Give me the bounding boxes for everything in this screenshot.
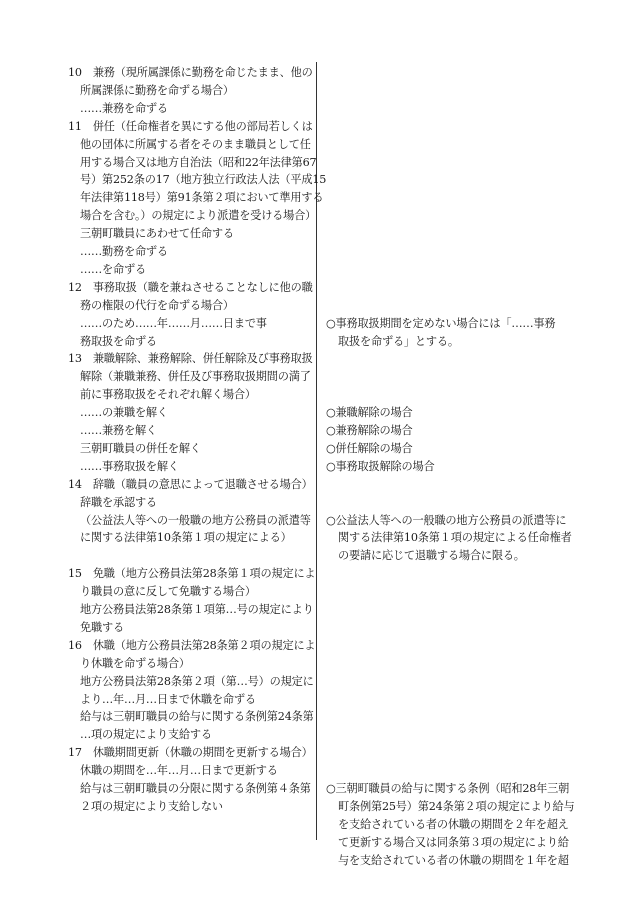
left-text-line: 10 兼務（現所属課係に勤務を命じたまま、他の (68, 66, 313, 79)
left-text-line: 給与は三朝町職員の給与に関する条例第24条第 (80, 710, 314, 724)
right-note-line: ○兼務解除の場合 (326, 424, 413, 437)
right-note-line: の要請に応じて退職する場合に限る。 (338, 549, 525, 563)
left-text-line: 場合を含む。）の規定により派遣を受ける場合） (80, 209, 317, 223)
left-text-line: ……のため……年……月……日まで事 (80, 316, 267, 330)
left-text-line: 13 兼職解除、兼務解除、併任解除及び事務取扱 (68, 352, 313, 366)
left-text-line: ……兼務を解く (80, 424, 157, 437)
left-text-line: 地方公務員法第28条第１項第…号の規定により (80, 603, 314, 616)
left-text-line: 14 辞職（職員の意思によって退職させる場合） (68, 477, 313, 491)
left-text-line: 他の団体に所属する者をそのまま職員として任 (80, 137, 311, 151)
left-text-line: 17 休職期間更新（休職の期間を更新する場合） (68, 746, 313, 760)
left-text-line: （公益法人等への一般職の地方公務員の派遣等 (80, 513, 311, 527)
right-note-line: を支給されている者の休職の期間を２年を超え (338, 817, 569, 831)
right-note-line: て更新する場合又は同条第３項の規定により給 (338, 835, 569, 849)
left-text-line: 給与は三朝町職員の分限に関する条例第４条第 (80, 782, 311, 795)
left-text-line: より…年…月…日まで休職を命ずる (80, 692, 256, 706)
right-note-line: ○兼職解除の場合 (326, 406, 413, 420)
left-text-line: …項の規定により支給する (80, 728, 212, 742)
left-text-line: 前に事務取扱をそれぞれ解く場合） (80, 388, 256, 402)
left-text-line: ……勤務を命ずる (80, 245, 168, 258)
right-note-line: 関する法律第10条第１項の規定による任命権者 (338, 531, 572, 545)
left-text-line: ……事務取扱を解く (80, 459, 179, 473)
right-note-line: ○事務取扱解除の場合 (326, 459, 435, 473)
left-text-line: 地方公務員法第28条第２項（第…号）の規定に (80, 674, 314, 688)
left-text-line: ……の兼職を解く (80, 406, 168, 420)
left-text-line: 辞職を承認する (80, 495, 157, 509)
left-text-line: 年法律第118号）第91条第２項において準用する (80, 191, 324, 205)
left-text-line: に関する法律第10条第１項の規定による） (80, 531, 292, 545)
right-note-line: 町条例第25号）第24条第２項の規定により給与 (338, 799, 575, 813)
right-note-line: ○併任解除の場合 (326, 441, 413, 455)
left-text-line: 11 併任（任命権者を異にする他の部局若しくは (68, 119, 313, 133)
left-text-line: 三朝町職員にあわせて任命する (80, 227, 234, 241)
left-text-line: 免職する (80, 620, 124, 634)
left-text-line: 解除（兼職兼務、併任及び事務取扱期間の満了 (80, 370, 311, 384)
left-text-line: 15 免職（地方公務員法第28条第１項の規定によ (68, 567, 316, 581)
left-text-line: 休職の期間を…年…月…日まで更新する (80, 764, 278, 778)
left-text-line: 号）第252条の17（地方独立行政法人法（平成15 (80, 173, 327, 187)
right-note-line: ○事務取扱期間を定めない場合には「……事務 (326, 316, 556, 330)
left-text-line: 12 事務取扱（職を兼ねさせることなしに他の職 (68, 280, 313, 294)
right-note-line: ○三朝町職員の給与に関する条例（昭和28年三朝 (326, 782, 570, 795)
right-note-line: 与を支給されている者の休職の期間を１年を超 (338, 853, 569, 867)
left-text-line: り職員の意に反して免職する場合） (80, 585, 256, 599)
right-note-line: 取扱を命ずる」とする。 (338, 334, 459, 348)
left-text-line: 務取扱を命ずる (80, 334, 157, 348)
left-text-line: り休職を命ずる場合） (80, 656, 190, 670)
left-text-line: 用する場合又は地方自治法（昭和22年法律第67 (80, 155, 317, 169)
right-note-line: ○公益法人等への一般職の地方公務員の派遣等に (326, 513, 567, 527)
left-text-line: 所属課係に勤務を命ずる場合） (80, 83, 234, 97)
left-text-line: ……を命ずる (80, 262, 146, 276)
left-text-line: 三朝町職員の併任を解く (80, 441, 201, 455)
left-text-line: ……兼務を命ずる (80, 101, 168, 115)
left-text-line: ２項の規定により支給しない (80, 799, 223, 813)
left-text-line: 務の権限の代行を命ずる場合） (80, 298, 234, 312)
left-text-line: 16 休職（地方公務員法第28条第２項の規定によ (68, 638, 316, 652)
